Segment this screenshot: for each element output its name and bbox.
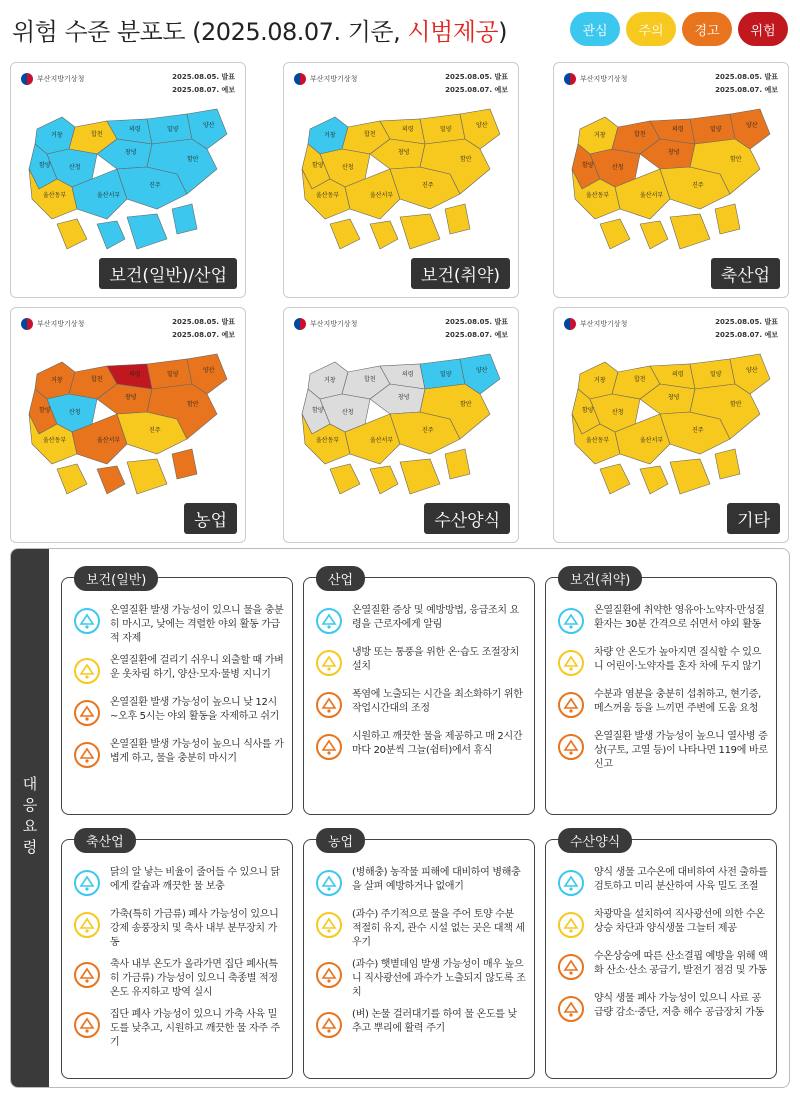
response-item	[312, 866, 526, 900]
region-label: 울산동부	[586, 192, 610, 199]
region-label: 울산동부	[43, 192, 67, 199]
island-shape	[400, 214, 440, 249]
map-category-tag: 수산양식	[424, 503, 510, 534]
response-item-text: 냉방 또는 통풍을 위한 온·습도 조절장치 설치	[352, 647, 520, 672]
generator-icon	[554, 950, 588, 984]
region-label: 함안	[460, 156, 472, 163]
region-label: 함안	[187, 401, 199, 408]
forecast-date: 2025.08.07. 예보	[715, 331, 778, 339]
presentation-icon	[312, 604, 346, 638]
panel-category-tag: 축산업	[74, 828, 136, 853]
map-dates	[445, 316, 508, 342]
agency-label	[21, 318, 84, 330]
response-item	[312, 908, 526, 950]
response-item-text: 닭의 알 낳는 비율이 줄어들 수 있으니 닭에게 칼슘과 깨끗한 물 보충	[110, 867, 280, 892]
region-label: 의령	[672, 126, 684, 133]
island-shape	[445, 449, 470, 479]
response-item	[70, 654, 284, 688]
region-label: 의령	[129, 371, 141, 378]
region-label: 의령	[672, 371, 684, 378]
barn-icon	[70, 958, 104, 992]
region-label: 창녕	[398, 149, 410, 156]
island-shape	[715, 449, 740, 479]
region-label: 진주	[149, 427, 161, 434]
forecast-date: 2025.08.07. 예보	[445, 86, 508, 94]
response-panel	[545, 835, 777, 1079]
region-label: 울산서부	[97, 192, 121, 199]
response-panel	[303, 573, 535, 815]
response-item	[312, 958, 526, 1000]
agency-name: 부산지방기상청	[310, 75, 358, 83]
region-label: 의령	[402, 371, 414, 378]
air-conditioner-icon	[312, 646, 346, 680]
forecast-date: 2025.08.07. 예보	[445, 331, 508, 339]
region-label: 진주	[422, 427, 434, 434]
response-item	[554, 730, 768, 772]
sun-water-icon	[312, 730, 346, 764]
response-item	[70, 604, 284, 646]
region-label: 창녕	[125, 149, 137, 156]
region-label: 함양	[39, 162, 51, 169]
region-label: 울산동부	[316, 437, 340, 444]
agency-name: 부산지방기상청	[37, 320, 85, 328]
response-item	[554, 866, 768, 900]
region-label: 합천	[364, 376, 376, 383]
kma-logo-icon	[564, 318, 576, 330]
region-label: 진주	[692, 182, 704, 189]
legend-danger: 위험	[738, 12, 788, 46]
region-label: 함양	[582, 407, 594, 414]
island-shape	[715, 204, 740, 234]
response-item-text: (과수) 햇볕데임 발생 가능성이 매우 높으니 직사광선에 과수가 노출되지 않도록 조치	[352, 959, 526, 998]
response-item-text: 온열질환 발생 가능성이 있으니 물을 충분히 마시고, 낮에는 격렬한 야외 활동 가급적 자제	[110, 605, 284, 644]
region-label: 창녕	[398, 394, 410, 401]
island-shape	[670, 214, 710, 249]
region-label: 양산	[203, 122, 215, 129]
map-dates	[172, 71, 235, 97]
response-item-text: 온열질환에 취약한 영유아·노약자·만성질환자는 30분 간격으로 쉬면서 야외 활동	[594, 605, 765, 630]
ambulance-icon	[554, 730, 588, 764]
response-item-text: 차량 안 온도가 높아지면 질식할 수 있으니 어린이·노약자를 혼자 차에 두지 않기	[594, 647, 762, 672]
panel-category-tag: 수산양식	[558, 828, 632, 853]
chicken-icon	[70, 866, 104, 900]
agency-name: 부산지방기상청	[580, 320, 628, 328]
region-label: 함양	[39, 407, 51, 414]
risk-legend	[570, 12, 788, 46]
region-label: 합천	[634, 376, 646, 383]
legend-interest: 관심	[570, 12, 620, 46]
island-shape	[445, 204, 470, 234]
map-category-tag: 축산업	[711, 258, 780, 289]
kma-logo-icon	[294, 318, 306, 330]
region-label: 울산서부	[370, 192, 394, 199]
region-label: 밀양	[440, 126, 452, 133]
response-item	[70, 1008, 284, 1050]
region-label: 밀양	[440, 371, 452, 378]
region-label: 울산서부	[640, 437, 664, 444]
title-trial-label: 시범제공	[407, 18, 499, 46]
map-dates	[715, 71, 778, 97]
panel-items	[554, 604, 768, 772]
issued-date: 2025.08.05. 발표	[445, 318, 508, 326]
region-label: 산청	[612, 164, 624, 171]
region-label: 거창	[324, 132, 336, 139]
island-shape	[640, 221, 668, 249]
region-map	[17, 344, 241, 524]
island-shape	[97, 466, 125, 494]
response-side-label: 대응요령	[11, 549, 49, 1087]
region-label: 울산동부	[316, 192, 340, 199]
risk-map-card	[553, 307, 789, 543]
response-item-text: 차광막을 설치하여 직사광선에 의한 수온상승 차단과 양식생물 그늘터 제공	[594, 909, 765, 934]
panel-category-tag: 보건(취약)	[558, 566, 642, 591]
response-item-text: 축사 내부 온도가 올라가면 집단 폐사(특히 가금류) 가능성이 있으니 축종별 적정 온도 유지하고 방역 실시	[110, 959, 278, 998]
island-shape	[57, 464, 87, 494]
island-shape	[127, 459, 167, 494]
risk-map-card	[283, 62, 519, 298]
response-item	[70, 908, 284, 950]
response-item-text: 온열질환에 걸리기 쉬우니 외출할 때 가벼운 옷차림 하기, 양산·모자·물병 지니기	[110, 655, 284, 680]
region-label: 산청	[612, 409, 624, 416]
region-map	[560, 344, 784, 524]
rice-paddy-icon	[312, 1008, 346, 1042]
island-shape	[600, 464, 630, 494]
region-label: 울산서부	[370, 437, 394, 444]
response-item	[312, 646, 526, 680]
region-label: 양산	[203, 367, 215, 374]
map-dates	[172, 316, 235, 342]
risk-map-card	[10, 62, 246, 298]
forecast-date: 2025.08.07. 예보	[172, 331, 235, 339]
region-label: 양산	[476, 122, 488, 129]
issued-date: 2025.08.05. 발표	[445, 73, 508, 81]
region-label: 창녕	[668, 394, 680, 401]
region-label: 양산	[746, 122, 758, 129]
response-item-text: (벼) 논물 걸러대기를 하여 물 온도를 낮추고 뿌리에 활력 주기	[352, 1009, 517, 1034]
forecast-date: 2025.08.07. 예보	[172, 86, 235, 94]
outdoor-worker-icon	[70, 696, 104, 730]
panel-items	[554, 866, 768, 1026]
panel-category-tag: 산업	[316, 566, 365, 591]
fish-shade-icon	[554, 908, 588, 942]
region-label: 진주	[422, 182, 434, 189]
region-map	[290, 99, 514, 279]
pest-icon	[312, 866, 346, 900]
region-label: 의령	[402, 126, 414, 133]
kma-logo-icon	[294, 73, 306, 85]
island-shape	[400, 459, 440, 494]
island-shape	[370, 221, 398, 249]
region-label: 합천	[91, 131, 103, 138]
response-item-text: 양식 생물 폐사 가능성이 있으니 사료 공급량 감소·중단, 저층 해수 공급장치 가동	[594, 993, 764, 1018]
legend-caution: 주의	[626, 12, 676, 46]
region-label: 산청	[342, 164, 354, 171]
island-shape	[670, 459, 710, 494]
oxygen-drop-icon	[554, 992, 588, 1026]
agency-label	[564, 318, 627, 330]
region-label: 거창	[51, 132, 63, 139]
region-map	[560, 99, 784, 279]
response-item-text: 시원하고 깨끗한 물을 제공하고 매 2시간마다 20분씩 그늘(쉼터)에서 휴식	[352, 731, 523, 756]
response-item-text: 온열질환 발생 가능성이 높으니 열사병 증상(구토, 고열 등)이 나타나면 119에 바로 신고	[594, 731, 768, 770]
island-shape	[370, 466, 398, 494]
forecast-date: 2025.08.07. 예보	[715, 86, 778, 94]
region-label: 함양	[312, 162, 324, 169]
region-map	[17, 99, 241, 279]
map-category-tag: 보건(일반)/산업	[99, 258, 237, 289]
response-item	[70, 866, 284, 900]
region-label: 의령	[129, 126, 141, 133]
issued-date: 2025.08.05. 발표	[715, 73, 778, 81]
response-item-text: (병해충) 농작물 피해에 대비하여 병해충을 살펴 예방하거나 없애기	[352, 867, 521, 892]
response-item-text: 폭염에 노출되는 시간을 최소화하기 위한 작업시간대의 조정	[352, 689, 523, 714]
response-item	[312, 604, 526, 638]
map-category-tag: 농업	[184, 503, 237, 534]
region-label: 울산서부	[640, 192, 664, 199]
page-title	[12, 12, 507, 47]
region-label: 산청	[69, 164, 81, 171]
region-label: 양산	[746, 367, 758, 374]
agency-label	[564, 73, 627, 85]
response-item-text: 온열질환 발생 가능성이 높으니 식사를 가볍게 하고, 물을 충분히 마시기	[110, 739, 284, 764]
region-label: 합천	[364, 131, 376, 138]
risk-map-card	[553, 62, 789, 298]
region-label: 창녕	[668, 149, 680, 156]
response-item	[70, 958, 284, 1000]
sunburn-fruit-icon	[312, 958, 346, 992]
response-item-text: 수분과 염분을 충분히 섭취하고, 현기증, 메스꺼움 등을 느끼면 주변에 도움 요청	[594, 689, 762, 714]
region-label: 창녕	[125, 394, 137, 401]
panel-category-tag: 보건(일반)	[74, 566, 158, 591]
response-item	[312, 1008, 526, 1042]
response-item	[554, 604, 768, 638]
sprinkler-icon	[70, 908, 104, 942]
watering-icon	[312, 908, 346, 942]
agency-label	[21, 73, 84, 85]
island-shape	[640, 466, 668, 494]
fish-basket-icon	[554, 866, 588, 900]
region-label: 울산서부	[97, 437, 121, 444]
region-label: 산청	[342, 409, 354, 416]
response-item-text: 양식 생물 고수온에 대비하여 사전 출하를 검토하고 미리 분산하여 사육 밀도 조절	[594, 867, 768, 892]
island-shape	[97, 221, 125, 249]
region-label: 산청	[69, 409, 81, 416]
region-label: 진주	[692, 427, 704, 434]
response-panel	[61, 835, 293, 1079]
response-item	[554, 908, 768, 942]
house-person-icon	[554, 604, 588, 638]
island-shape	[172, 204, 197, 234]
agency-name: 부산지방기상청	[310, 320, 358, 328]
water-bottle-icon	[70, 604, 104, 638]
region-label: 밀양	[167, 126, 179, 133]
title-main: 위험 수준 분포도 (2025.08.07. 기준,	[12, 18, 408, 46]
panel-items	[312, 866, 526, 1042]
panel-items	[70, 604, 284, 772]
region-label: 밀양	[710, 126, 722, 133]
agency-label	[294, 73, 357, 85]
island-shape	[330, 464, 360, 494]
region-label: 함양	[582, 162, 594, 169]
legend-warning: 경고	[682, 12, 732, 46]
clothing-hat-icon	[70, 654, 104, 688]
island-shape	[57, 219, 87, 249]
region-label: 거창	[51, 377, 63, 384]
response-item-text: (과수) 주기적으로 물을 주어 토양 수분 적절히 유지, 관수 시설 없는 곳은 대책 세우기	[352, 909, 525, 948]
response-item	[312, 730, 526, 764]
response-guide	[10, 548, 790, 1088]
response-panel	[545, 573, 777, 815]
response-item-text: 온열질환 발생 가능성이 높으니 낮 12시~오후 5시는 야외 활동을 자제하고 쉬기	[110, 697, 279, 722]
island-shape	[172, 449, 197, 479]
panel-items	[70, 866, 284, 1050]
region-label: 함안	[730, 401, 742, 408]
region-label: 거창	[594, 132, 606, 139]
risk-map-card	[283, 307, 519, 543]
response-item	[554, 688, 768, 722]
response-item-text: 온열질환 증상 및 예방방법, 응급조치 요령을 근로자에게 알림	[352, 605, 520, 630]
agency-label	[294, 318, 357, 330]
water-tap-icon	[70, 1008, 104, 1042]
region-label: 함안	[187, 156, 199, 163]
issued-date: 2025.08.05. 발표	[715, 318, 778, 326]
kma-logo-icon	[21, 73, 33, 85]
issued-date: 2025.08.05. 발표	[172, 73, 235, 81]
response-item	[554, 646, 768, 680]
map-category-tag: 기타	[727, 503, 780, 534]
agency-name: 부산지방기상청	[37, 75, 85, 83]
region-label: 거창	[594, 377, 606, 384]
region-label: 울산동부	[586, 437, 610, 444]
region-label: 함양	[312, 407, 324, 414]
region-label: 밀양	[167, 371, 179, 378]
region-label: 합천	[91, 376, 103, 383]
map-dates	[445, 71, 508, 97]
response-item-text: 가축(특히 가금류) 폐사 가능성이 있으니 강제 송풍장치 및 축사 내부 분무장치 가동	[110, 909, 279, 948]
response-item	[70, 738, 284, 772]
response-panel	[61, 573, 293, 815]
response-item-text: 집단 폐사 가능성이 있으니 가축 사육 밀도를 낮추고, 시원하고 깨끗한 물 자주 주기	[110, 1009, 280, 1048]
kma-logo-icon	[564, 73, 576, 85]
response-item	[554, 992, 768, 1026]
region-label: 합천	[634, 131, 646, 138]
response-item-text: 수온상승에 따른 산소결핍 예방을 위해 액화 산소·산소 공급기, 발전기 점검 및 가동	[594, 951, 768, 976]
title-end: )	[498, 18, 507, 46]
response-panel	[303, 835, 535, 1079]
response-item	[312, 688, 526, 722]
car-warning-icon	[554, 646, 588, 680]
map-dates	[715, 316, 778, 342]
issued-date: 2025.08.05. 발표	[172, 318, 235, 326]
region-label: 함안	[460, 401, 472, 408]
region-label: 거창	[324, 377, 336, 384]
island-shape	[127, 214, 167, 249]
region-label: 양산	[476, 367, 488, 374]
island-shape	[600, 219, 630, 249]
no-sun-clock-icon	[312, 688, 346, 722]
risk-map-card	[10, 307, 246, 543]
map-category-tag: 보건(취약)	[411, 258, 510, 289]
panel-items	[312, 604, 526, 764]
sos-person-icon	[554, 688, 588, 722]
response-item	[70, 696, 284, 730]
island-shape	[330, 219, 360, 249]
region-label: 밀양	[710, 371, 722, 378]
agency-name: 부산지방기상청	[580, 75, 628, 83]
panel-category-tag: 농업	[316, 828, 365, 853]
person-drinking-icon	[70, 738, 104, 772]
region-label: 울산동부	[43, 437, 67, 444]
region-map	[290, 344, 514, 524]
region-label: 함안	[730, 156, 742, 163]
region-label: 진주	[149, 182, 161, 189]
response-item	[554, 950, 768, 984]
kma-logo-icon	[21, 318, 33, 330]
